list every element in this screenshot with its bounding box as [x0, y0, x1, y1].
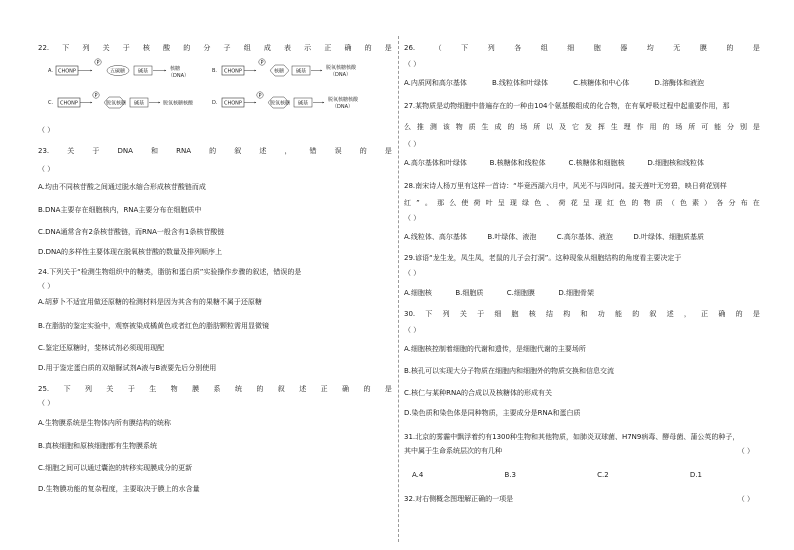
svg-text:P: P: [94, 93, 98, 99]
q25-stem: 25. 下 列 关 于 生 物 膜 系 统 的 叙 述 正 确 的 是: [38, 385, 392, 393]
q32-stem: 32.对右侧概念图理解正确的一项是 （ ）: [404, 495, 754, 503]
q27-option-a: A.高尔基体和叶绿体: [404, 159, 467, 167]
q26-options: [404, 78, 704, 88]
q29-option-a: A.细胞核: [404, 289, 432, 297]
q27-paren: （ ）: [404, 140, 421, 148]
q27-option-d: D.细胞核和线粒体: [647, 159, 704, 167]
q27-options: [404, 158, 704, 168]
q28-stem-line2: 红 ” 。 那 么 使 荷 叶 呈 现 绿 色 、 荷 花 呈 现 红 色 的 物 质 （ 色 素 ） 各 分 布 在: [404, 199, 760, 207]
q28-option-c: C.高尔基体、液泡: [556, 233, 613, 241]
column-divider: [398, 36, 399, 542]
q25-number: 25.: [38, 385, 50, 393]
q31-paren: （ ）: [737, 447, 754, 455]
q29-stem: 29.谚语“龙生龙，凤生凤，老鼠的儿子会打洞”。这种现象从细胞结构的角度看主要决定于: [404, 254, 682, 262]
q23-option-b: B.DNA主要存在细胞核内，RNA主要分布在细胞质中: [38, 206, 202, 214]
svg-text:碱基: 碱基: [296, 68, 307, 75]
q29-option-b: B.细胞质: [455, 289, 484, 297]
svg-text:CHONP: CHONP: [60, 100, 78, 107]
q32-paren: （ ）: [737, 495, 754, 503]
q31-option-a: A.4: [412, 471, 424, 479]
q24-stem: 24.下列关于“检测生物组织中的糖类，脂肪和蛋白质”实验操作步骤的叙述，错误的是: [38, 268, 302, 276]
q28-option-b: B.叶绿体、液泡: [487, 233, 537, 241]
svg-text:碱基: 碱基: [298, 100, 309, 107]
q25-option-c: C.细胞之间可以通过囊泡的转移实现膜成分的更新: [38, 464, 193, 472]
q28-option-d: D.叶绿体、细胞质基质: [633, 233, 704, 241]
q28-option-a: A.线粒体、高尔基体: [404, 233, 467, 241]
q22-stem: 22. 下 列 关 于 核 酸 的 分 子 组 成 表 示 正 确 的 是: [38, 44, 392, 52]
q26-option-d: D.溶酶体和液泡: [654, 79, 704, 87]
q31-option-b: B.3: [504, 471, 516, 479]
svg-text:脱氧核糖核酸: 脱氧核糖核酸: [326, 65, 357, 71]
q31-stem-line2: 其中属于生命系统层次的有几种 （ ）: [404, 447, 754, 455]
q30-option-a: A.细胞核控制着细胞的代谢和遗传，是细胞代谢的主要场所: [404, 345, 586, 353]
q25-option-b: B.真核细胞和原核细胞都有生物膜系统: [38, 442, 158, 450]
svg-text:碱基: 碱基: [134, 100, 145, 107]
q26-number: 26.: [404, 44, 416, 52]
q29-option-d: D.细胞骨架: [558, 289, 594, 297]
svg-text:P: P: [260, 60, 264, 66]
svg-text:D.: D.: [212, 100, 218, 106]
q23-stem: 23. 关 于 DNA 和 RNA 的 叙 述 ， 错 误 的 是: [38, 147, 392, 155]
q28-stem-line1: 28.南宋诗人杨万里有这样一首诗：“毕竟西湖六月中，风光不与四时同。接天莲叶无穷碧，映日荷花别样: [404, 182, 727, 190]
q26-option-c: C.核糖体和中心体: [573, 79, 630, 87]
q27-stem-line1: 27.某物质是动物细胞中普遍存在的一种由104个氨基酸组成的化合物，在有氧呼吸过程中起重要作用，那: [404, 102, 730, 110]
q24-paren: （ ）: [38, 282, 55, 290]
q31-option-d: D.1: [689, 471, 702, 479]
svg-text:P: P: [258, 93, 262, 99]
q30-option-c: C.核仁与某种RNA的合成以及核糖体的形成有关: [404, 389, 553, 397]
q29-options: [404, 288, 594, 298]
q25-paren: （ ）: [38, 399, 55, 407]
q22-paren: （ ）: [38, 126, 55, 134]
svg-text:五碳糖: 五碳糖: [110, 68, 126, 75]
q30-stem: 30. 下 列 关 于 细 胞 核 结 构 和 功 能 的 叙 述 ， 正 确 的 是: [404, 310, 760, 318]
q30-option-d: D.染色质和染色体是同种物质，主要成分是RNA和蛋白质: [404, 409, 581, 417]
q27-stem-line2: 么 推 测 该 物 质 生 成 的 场 所 以 及 它 发 挥 生 理 作 用 的 场 所 可 能 分 别 是: [404, 123, 760, 131]
svg-text:（DNA）: （DNA）: [168, 73, 190, 79]
diagram-a-p: P: [96, 60, 100, 66]
q30-option-b: B.核孔可以实现大分子物质在细胞内和细胞外的物质交换和信息交流: [404, 367, 615, 375]
q26-stem: 26. （ 下 列 各 组 细 胞 器 均 无 膜 的 是: [404, 44, 760, 52]
svg-text:B.: B.: [212, 68, 218, 74]
svg-text:核糖: 核糖: [274, 68, 285, 75]
svg-text:（DNA）: （DNA）: [332, 104, 354, 110]
q30-paren: （ ）: [404, 326, 421, 334]
q31-option-c: C.2: [597, 471, 609, 479]
q31-stem-line1: 31.北京的雾霾中飘浮着约有1300种生物和其他物质，如肺炎双球菌、H7N9病毒、酵母菌、蒲公英的种子，: [404, 433, 740, 441]
q23-paren: （ ）: [38, 165, 55, 173]
q28-options: [404, 232, 704, 242]
diagram-b: [212, 59, 357, 78]
q25-option-d: D.生物膜功能的复杂程度，主要取决于膜上的水含量: [38, 485, 200, 493]
q23-number: 23.: [38, 147, 50, 155]
svg-text:核糖: 核糖: [170, 66, 181, 72]
svg-text:（DNA）: （DNA）: [330, 72, 352, 78]
q22-diagrams: [48, 58, 368, 118]
svg-text:CHONP: CHONP: [224, 68, 242, 75]
diagram-c: [48, 92, 194, 108]
svg-text:脱氧核糖: 脱氧核糖: [106, 100, 127, 107]
svg-text:CHONP: CHONP: [224, 100, 242, 107]
q27-option-c: C.核糖体和细胞核: [568, 159, 625, 167]
q30-number: 30.: [404, 310, 416, 318]
q27-option-b: B.核糖体和线粒体: [489, 159, 546, 167]
q24-option-a: A.胡萝卜不适宜用做还原糖的检测材料是因为其含有的果糖不属于还原糖: [38, 298, 262, 306]
diagram-a-chonp: CHONP: [58, 68, 76, 75]
q23-option-d: D.DNA的多样性主要体现在脱氧核苷酸的数量及排列顺序上: [38, 248, 223, 256]
diagram-a-letter: A.: [48, 68, 53, 74]
q26-option-a: A.内质网和高尔基体: [404, 79, 467, 87]
q26-option-b: B.线粒体和叶绿体: [492, 79, 549, 87]
q24-option-c: C.鉴定还原糖时，斐林试剂必须现用现配: [38, 344, 165, 352]
svg-text:脱氧核糖核酸: 脱氧核糖核酸: [328, 97, 359, 103]
q22-number: 22.: [38, 44, 50, 52]
svg-text:碱基: 碱基: [138, 68, 149, 75]
q31-options: [412, 470, 702, 480]
q29-option-c: C.细胞膜: [506, 289, 535, 297]
q26-paren: （ ）: [404, 60, 421, 68]
diagram-d: [212, 92, 359, 110]
q23-option-c: C.DNA通常含有2条核苷酸链，而RNA一般含有1条核苷酸链: [38, 228, 225, 236]
q24-option-b: B.在脂肪的鉴定实验中，观察被染成橘黄色或者红色的脂肪颗粒需用显微镜: [38, 322, 270, 330]
diagram-a: [48, 59, 189, 79]
q28-paren: （ ）: [404, 214, 421, 222]
q25-option-a: A.生物膜系统是生物体内所有膜结构的统称: [38, 419, 171, 427]
q29-paren: （ ）: [404, 269, 421, 277]
svg-text:脱氧核糖核酸: 脱氧核糖核酸: [163, 100, 194, 107]
q23-option-a: A.均由不同核苷酸之间通过脱水缩合形成核苷酸链而成: [38, 183, 206, 191]
svg-text:脱氧核糖: 脱氧核糖: [270, 100, 291, 107]
svg-text:C.: C.: [48, 100, 54, 106]
q24-option-d: D.用于鉴定蛋白质的双缩脲试剂A液与B液要先后分别使用: [38, 364, 217, 372]
